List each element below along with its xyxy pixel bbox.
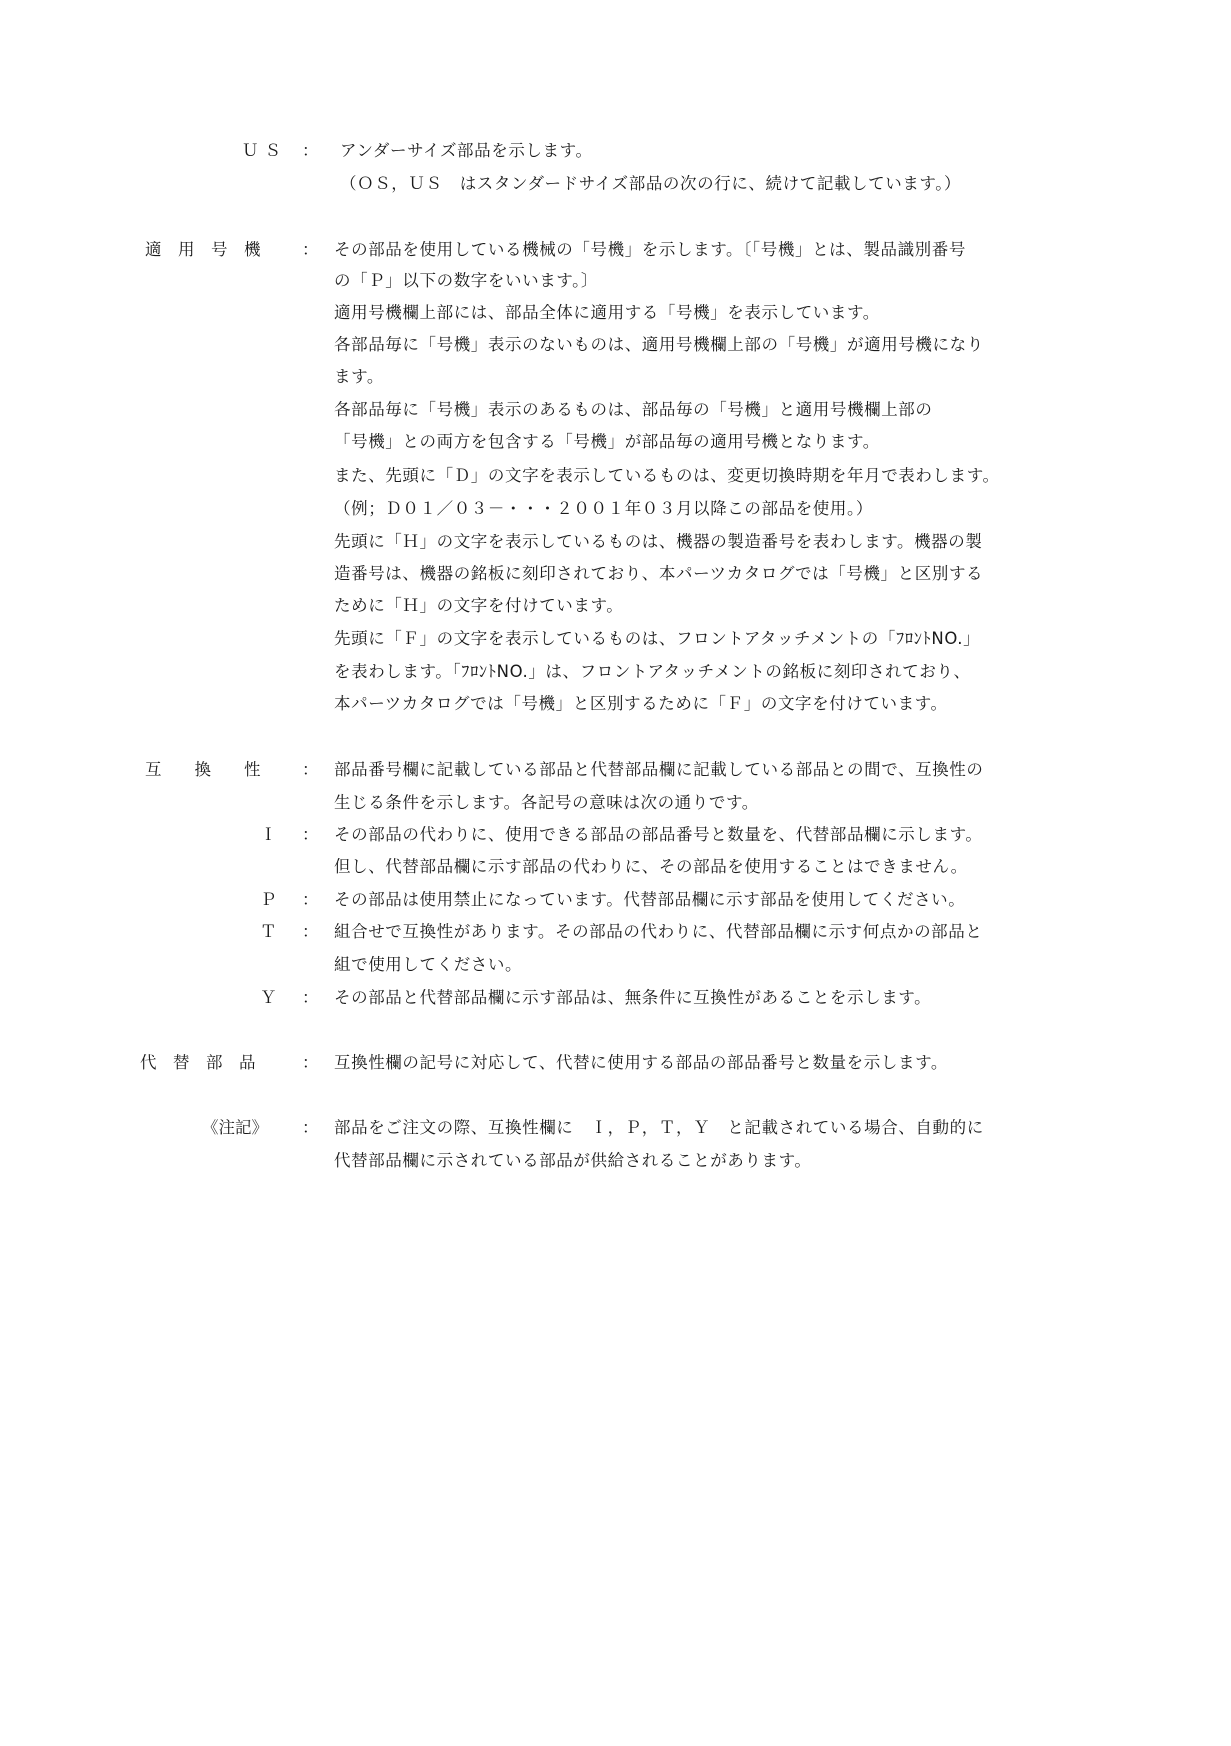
applicable-line-1: その部品を使用している機械の「号機」を示します。〔「号機」とは、製品識別番号 [334, 240, 966, 259]
compat-line-2: 生じる条件を示します。各記号の意味は次の通りです。 [334, 793, 759, 812]
substitute-line-1: 互換性欄の記号に対応して、代替に使用する部品の部品番号と数量を示します。 [334, 1053, 948, 1072]
code-i: Ｉ [260, 825, 277, 844]
code-y: Ｙ [260, 988, 277, 1007]
code-p-line-1: その部品は使用禁止になっています。代替部品欄に示す部品を使用してください。 [334, 890, 966, 909]
code-i-line-1: その部品の代わりに、使用できる部品の部品番号と数量を、代替部品欄に示します。 [334, 825, 983, 844]
note-line-2: 代替部品欄に示されている部品が供給されることがあります。 [334, 1151, 812, 1170]
code-t: Ｔ [260, 922, 277, 941]
code-y-line-1: その部品と代替部品欄に示す部品は、無条件に互換性があることを示します。 [334, 988, 932, 1007]
compat-line-1: 部品番号欄に記載している部品と代替部品欄に記載している部品との間で、互換性の [334, 760, 984, 779]
code-p: Ｐ [260, 890, 277, 909]
applicable-line-6: 各部品毎に「号機」表示のあるものは、部品毎の「号機」と適用号機欄上部の [334, 400, 933, 419]
code-i-line-2: 但し、代替部品欄に示す部品の代わりに、その部品を使用することはできません。 [334, 857, 968, 876]
applicable-line-12: ために「Ｈ」の文字を付けています。 [334, 596, 624, 615]
colon-compat: ： [302, 760, 319, 779]
colon-code-i: ： [302, 825, 319, 844]
colon-code-y: ： [302, 988, 319, 1007]
colon-code-p: ： [302, 890, 319, 909]
applicable-line-11: 造番号は、機器の銘板に刻印されており、本パーツカタログでは「号機」と区別する [334, 564, 984, 583]
colon-applicable: ： [302, 240, 319, 259]
applicable-line-3: 適用号機欄上部には、部品全体に適用する「号機」を表示しています。 [334, 303, 880, 322]
term-note: 《注記》 [202, 1118, 268, 1137]
applicable-line-2: の「Ｐ」以下の数字をいいます。〕 [334, 271, 599, 290]
code-t-line-1: 組合せで互換性があります。その部品の代わりに、代替部品欄に示す何点かの部品と [334, 922, 983, 941]
us-line-1: アンダーサイズ部品を示します。 [340, 141, 593, 160]
term-substitute-part: 代 替 部 品 [140, 1053, 256, 1072]
term-applicable-model: 適 用 号 機 [145, 240, 261, 259]
applicable-line-5: ます。 [334, 367, 384, 386]
code-t-line-2: 組で使用してください。 [334, 955, 523, 974]
applicable-line-15: 本パーツカタログでは「号機」と区別するために「Ｆ」の文字を付けています。 [334, 694, 948, 713]
colon-code-t: ： [302, 922, 319, 941]
colon-note: ： [302, 1118, 319, 1137]
applicable-line-9: （例；Ｄ０１／０３－・・・２００１年０３月以降この部品を使用。） [334, 499, 873, 518]
applicable-line-4: 各部品毎に「号機」表示のないものは、適用号機欄上部の「号機」が適用号機になり [334, 335, 984, 354]
us-line-2: （ＯＳ，ＵＳ はスタンダードサイズ部品の次の行に、続けて記載しています。） [340, 174, 962, 193]
note-line-1: 部品をご注文の際、互換性欄に Ｉ，Ｐ，Ｔ，Ｙ と記載されている場合、自動的に [334, 1118, 984, 1137]
applicable-line-10: 先頭に「Ｈ」の文字を表示しているものは、機器の製造番号を表わします。機器の製 [334, 532, 983, 551]
applicable-line-8: また、先頭に「Ｄ」の文字を表示しているものは、変更切換時期を年月で表わします。 [334, 466, 1000, 485]
applicable-line-7: 「号機」との両方を包含する「号機」が部品毎の適用号機となります。 [334, 432, 880, 451]
colon-substitute: ： [302, 1053, 319, 1072]
term-us: ＵＳ [242, 141, 287, 160]
applicable-line-14: を表わします。「ﾌﾛﾝﾄNO.」は、フロントアタッチメントの銘板に刻印されており、 [334, 662, 971, 681]
colon-us: ： [302, 141, 319, 160]
applicable-line-13: 先頭に「Ｆ」の文字を表示しているものは、フロントアタッチメントの「ﾌﾛﾝﾄNO.」 [334, 629, 981, 648]
term-compatibility: 互 換 性 [145, 760, 261, 779]
